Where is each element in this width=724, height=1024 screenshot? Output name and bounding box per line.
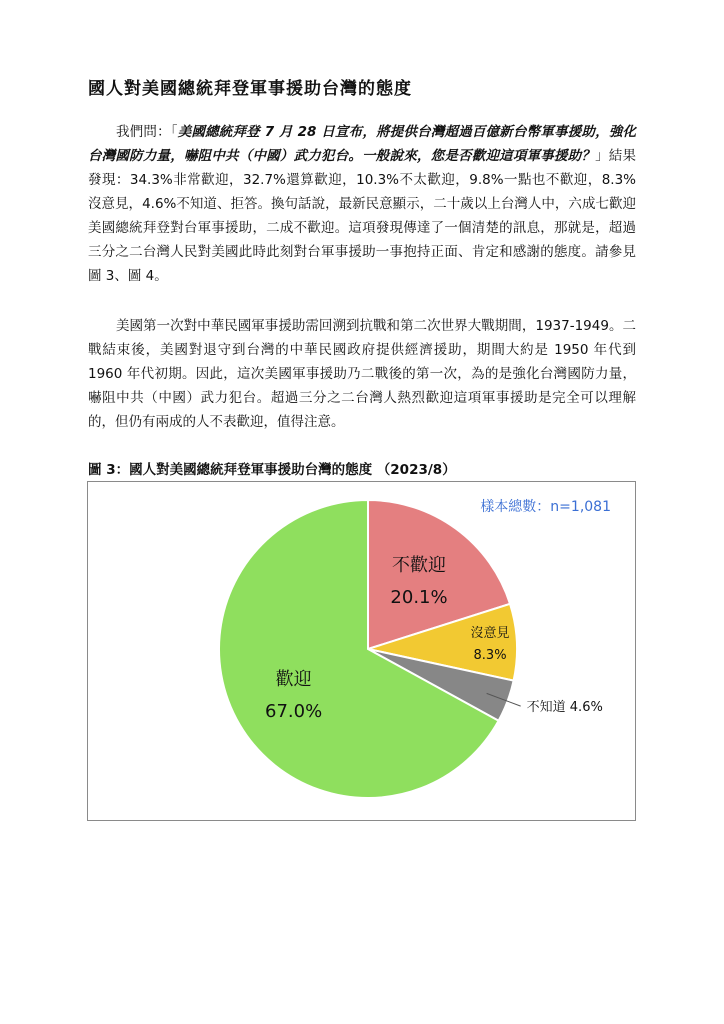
slice-label-1: 沒意見 [470,626,510,642]
slice-value-3: 67.0% [265,700,323,722]
pie-chart [88,482,635,820]
slice-label-3: 歡迎 [275,668,312,690]
survey-results-text: 」結果發現：34.3%非常歡迎，32.7%還算歡迎，10.3%不太歡迎，9.8%一點也不歡迎，8.3%沒意見，4.6%不知道、拒答。換句話說，最新民意顯示，二十歲以上台灣人中，六成七歡迎美國總統拜登對台軍事援助，二成不歡迎。這項發現傳達了一個清楚的訊息，那就是，超過三分之二台灣人民對美國此時此刻對台軍事援助一事抱持正面、肯定和感謝的態度。請參見圖 3、圖 4。 [88,148,637,284]
paragraph-survey-question [88,120,636,288]
paragraph-history: 美國第一次對中華民國軍事援助需回溯到抗戰和第二次世界大戰期間，1937-1949。二戰結束後，美國對退守到台灣的中華民國政府提供經濟援助，期間大約是 1950 年代到 1960 年代初期。因此，這次美國軍事援助乃二戰後的第一次，為的是強化台灣國防力量，嚇阻中共（中國）武力犯台。超過三分之二台灣人熱烈歡迎這項軍事援助是完全可以理解的，但仍有兩成的人不表歡迎，值得注意。 [88,318,636,430]
pie-chart-frame [87,481,636,821]
slice-value-1: 8.3% [473,648,507,664]
sample-size-note: 樣本總數：n=1,081 [480,499,611,515]
pie-slices [219,500,517,798]
survey-question-text: 美國總統拜登 7 月 28 日宣布，將提供台灣超過百億新台幣軍事援助，強化台灣國防力量，嚇阻中共（中國）武力犯台。一般說來，您是否歡迎這項軍事援助？ [88,124,637,164]
slice-label-2: 不知道 4.6% [526,700,603,716]
page-title: 國人對美國總統拜登軍事援助台灣的態度 [88,79,412,99]
slice-label-0: 不歡迎 [392,555,447,577]
slice-value-0: 20.1% [390,587,448,609]
figure-caption: 圖 3：國人對美國總統拜登軍事援助台灣的態度 （2023/8） [88,462,456,478]
question-lead: 我們問：「 [116,124,178,140]
